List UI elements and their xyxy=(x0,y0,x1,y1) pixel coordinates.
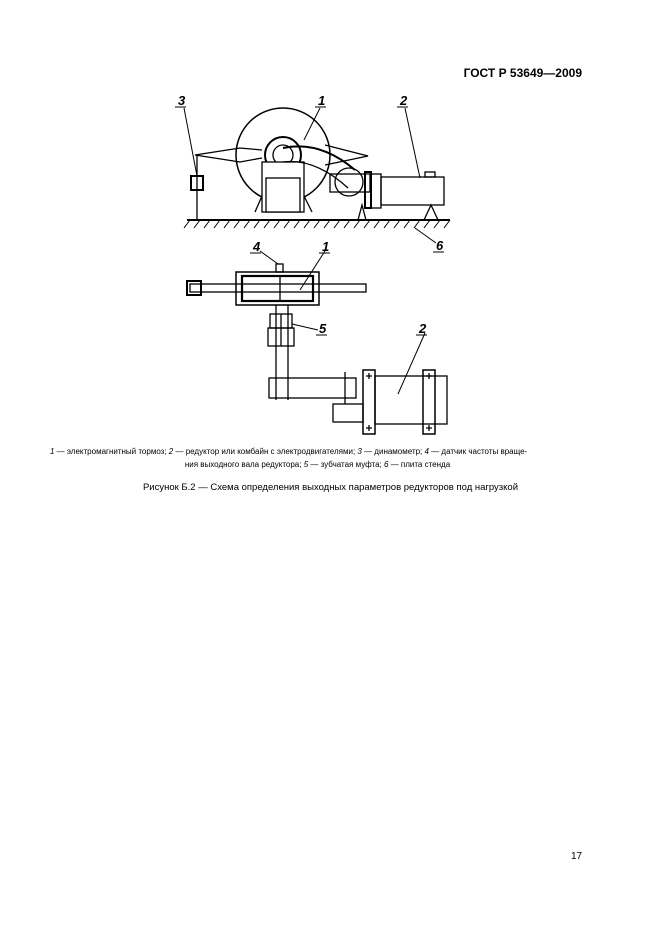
callout-2-bottom: 2 xyxy=(419,321,427,336)
figure-legend xyxy=(50,445,585,471)
callout-3: 3 xyxy=(178,93,186,108)
legend-num-6: 6 xyxy=(383,460,389,469)
callout-2-top: 2 xyxy=(400,93,408,108)
page-number: 17 xyxy=(571,851,583,862)
figure-caption: Рисунок Б.2 — Схема определения выходных параметров редукторов под нагрузкой xyxy=(142,482,519,493)
motor-top xyxy=(381,177,444,205)
callout-4: 4 xyxy=(253,239,261,254)
document-header: ГОСТ Р 53649—2009 xyxy=(463,66,582,80)
legend-line-2 xyxy=(50,458,585,471)
legend-text-6: — плита стенда xyxy=(388,460,451,469)
gearbox-plan xyxy=(269,378,356,398)
legend-text-4-cont: ния выходного вала редуктора; xyxy=(184,460,304,469)
legend-text-1: — электромагнитный тормоз; xyxy=(54,447,169,456)
legend-text-3: — динамометр; xyxy=(361,447,425,456)
callout-1-bottom: 1 xyxy=(322,239,330,254)
callout-1-top: 1 xyxy=(318,93,326,108)
legend-num-3: 3 xyxy=(357,447,362,456)
legend-num-4: 4 xyxy=(424,447,429,456)
legend-line-1 xyxy=(50,447,527,456)
schematic-figure xyxy=(0,0,661,440)
motor-plan xyxy=(375,376,447,424)
ground-hatch xyxy=(184,220,450,228)
plan-view xyxy=(187,264,447,434)
callout-5: 5 xyxy=(319,321,327,336)
legend-num-5: 5 xyxy=(303,460,309,469)
legend-text-5: — зубчатая муфта; xyxy=(308,460,384,469)
legend-text-2: — редуктор или комбайн с электродвигателями; xyxy=(173,447,358,456)
legend-num-1: 1 xyxy=(50,447,55,456)
elevation-view xyxy=(184,108,450,228)
legend-num-2: 2 xyxy=(168,447,174,456)
legend-text-4: — датчик частоты враще- xyxy=(428,447,528,456)
callout-6: 6 xyxy=(436,238,444,253)
